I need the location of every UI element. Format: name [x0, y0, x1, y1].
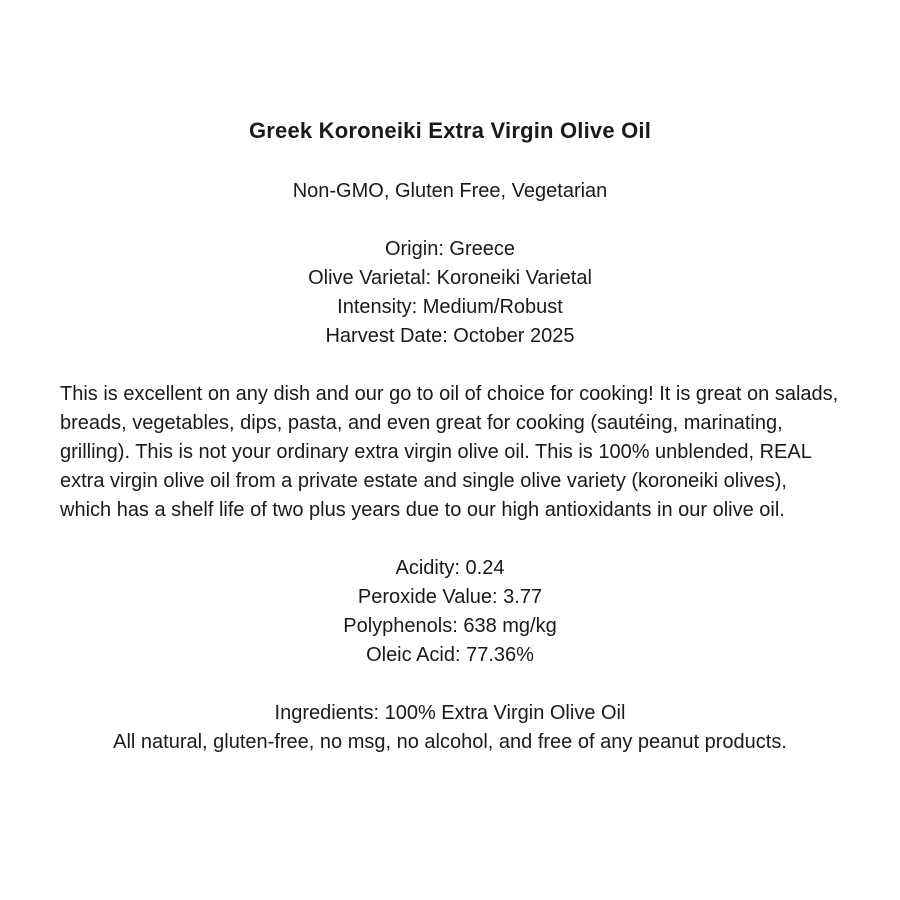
- page-title: Greek Koroneiki Extra Virgin Olive Oil: [248, 118, 652, 143]
- stat-acidity: Acidity: 0.24: [395, 557, 505, 579]
- product-details: [60, 235, 840, 351]
- stat-polyphenols: Polyphenols: 638 mg/kg: [343, 615, 557, 637]
- product-description: This is excellent on any dish and our go to oil of choice for cooking! It is great on salads, breads, vegetables, dips, pasta, and even great for cooking (sautéing, marinating, grilling). This is not your ordinary extra virgin olive oil. This is 100% unblended, REAL extra virgin olive oil from a private estate and single olive variety (koroneiki olives), which has a shelf life of two plus years due to our high antioxidants in our olive oil.: [60, 383, 839, 521]
- quality-stats: [60, 554, 840, 670]
- ingredients-block: [60, 699, 840, 757]
- detail-varietal: Olive Varietal: Koroneiki Varietal: [308, 267, 592, 289]
- stat-peroxide-value: Peroxide Value: 3.77: [357, 586, 543, 608]
- allergen-line: All natural, gluten-free, no msg, no alcohol, and free of any peanut products.: [113, 731, 787, 753]
- badges-line: Non-GMO, Gluten Free, Vegetarian: [292, 180, 608, 202]
- ingredients-line: Ingredients: 100% Extra Virgin Olive Oil: [274, 702, 626, 724]
- detail-origin: Origin: Greece: [384, 238, 516, 260]
- detail-harvest-date: Harvest Date: October 2025: [325, 325, 575, 347]
- detail-intensity: Intensity: Medium/Robust: [337, 296, 563, 318]
- stat-oleic-acid: Oleic Acid: 77.36%: [366, 644, 534, 666]
